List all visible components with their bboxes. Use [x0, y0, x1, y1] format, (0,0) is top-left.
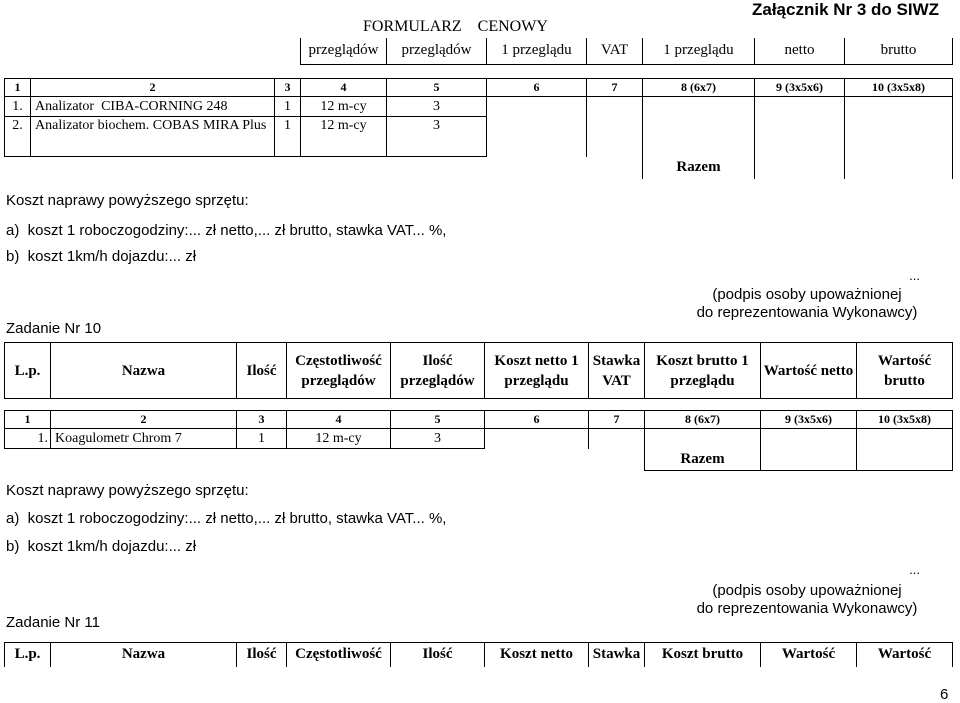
signature-label-2: do reprezentowania Wykonawcy)	[696, 304, 918, 321]
section-11-title: Zadanie Nr 11	[6, 614, 100, 631]
row-name: Analizator biochem. COBAS MIRA Plus	[31, 117, 275, 157]
num-cell: 8 (6x7)	[645, 411, 761, 429]
num-cell: 10 (3x5x8)	[845, 79, 953, 97]
empty-cell	[487, 117, 587, 157]
row-count: 3	[387, 117, 487, 157]
total-netto	[755, 157, 845, 179]
empty-cell	[845, 117, 953, 157]
header-cell: Ilość	[391, 643, 485, 667]
num-cell: 7	[587, 79, 643, 97]
repair-line-a: a) koszt 1 roboczogodziny:... zł netto,... zł brutto, stawka VAT... %,	[6, 222, 447, 239]
empty-cell	[845, 97, 953, 117]
header-cell: VAT	[587, 38, 643, 64]
header-cell: Stawka	[589, 643, 645, 667]
header-cell: Ilość	[237, 643, 287, 667]
num-cell: 6	[487, 79, 587, 97]
num-cell: 9 (3x5x6)	[755, 79, 845, 97]
num-cell: 9 (3x5x6)	[761, 411, 857, 429]
row-lp: 2.	[5, 117, 31, 157]
num-cell: 4	[287, 411, 391, 429]
repair-line-a-2: a) koszt 1 roboczogodziny:... zł netto,... zł brutto, stawka VAT... %,	[6, 510, 447, 527]
row-count: 3	[391, 429, 485, 449]
header-cell: Nazwa	[51, 643, 237, 667]
empty-cell	[645, 429, 761, 449]
table-row	[5, 429, 953, 449]
header-cell: brutto	[845, 38, 953, 64]
header-cell: Ilość	[237, 343, 287, 399]
signature-label-2-1: (podpis osoby upoważnionej	[712, 582, 902, 599]
num-cell: 2	[31, 79, 275, 97]
num-cell: 6	[485, 411, 589, 429]
total-brutto	[845, 157, 953, 179]
empty-cell	[857, 429, 953, 449]
repair-cost-heading-2: Koszt naprawy powyższego sprzętu:	[6, 482, 249, 499]
empty-cell	[755, 97, 845, 117]
num-cell: 3	[275, 79, 301, 97]
header-cell: Stawka VAT	[589, 343, 645, 399]
empty-cell	[761, 429, 857, 449]
repair-cost-heading: Koszt naprawy powyższego sprzętu:	[6, 192, 249, 209]
num-cell: 3	[237, 411, 287, 429]
header-cell: Ilość przeglądów	[391, 343, 485, 399]
empty-cell	[755, 117, 845, 157]
empty-cell	[587, 97, 643, 117]
header-cell: Częstotliwość	[287, 643, 391, 667]
total-brutto	[857, 449, 953, 471]
header-cell: Koszt netto 1 przeglądu	[485, 343, 589, 399]
num-cell: 1	[5, 79, 31, 97]
row-freq: 12 m-cy	[301, 97, 387, 117]
row-qty: 1	[237, 429, 287, 449]
header-cell: 1 przeglądu	[487, 38, 587, 64]
num-cell: 5	[391, 411, 485, 429]
header-cell: netto	[755, 38, 845, 64]
empty-cell	[589, 429, 645, 449]
header-cell: Wartość	[857, 643, 953, 667]
header-cell: Nazwa	[51, 343, 237, 399]
header-cell: Koszt netto	[485, 643, 589, 667]
section-10-title: Zadanie Nr 10	[6, 320, 102, 337]
total-row	[5, 157, 953, 179]
total-netto	[761, 449, 857, 471]
row-qty: 1	[275, 117, 301, 157]
table-row	[5, 97, 953, 117]
row-name: Koagulometr Chrom 7	[51, 429, 237, 449]
total-label: Razem	[645, 449, 761, 471]
num-cell: 4	[301, 79, 387, 97]
num-cell: 7	[589, 411, 645, 429]
header-cell: przeglądów	[301, 38, 387, 64]
repair-line-b-2: b) koszt 1km/h dojazdu:... zł	[6, 538, 197, 555]
table-9-header	[300, 38, 953, 65]
num-cell: 1	[5, 411, 51, 429]
empty-cell	[587, 117, 643, 157]
header-cell: Koszt brutto	[645, 643, 761, 667]
header-cell: Wartość brutto	[857, 343, 953, 399]
table-row	[5, 117, 953, 157]
row-lp: 1.	[5, 97, 31, 117]
repair-line-b: b) koszt 1km/h dojazdu:... zł	[6, 248, 197, 265]
row-name: Analizator CIBA-CORNING 248	[31, 97, 275, 117]
page-number: 6	[940, 686, 949, 703]
num-cell: 2	[51, 411, 237, 429]
total-label: Razem	[643, 157, 755, 179]
header-cell: przeglądów	[387, 38, 487, 64]
empty-cell	[643, 117, 755, 157]
row-lp: 1.	[5, 429, 51, 449]
empty-cell	[487, 97, 587, 117]
table-10	[4, 342, 953, 471]
header-cell: Wartość	[761, 643, 857, 667]
header-cell: 1 przeglądu	[643, 38, 755, 64]
header-cell: L.p.	[5, 343, 51, 399]
signature-label-1: (podpis osoby upoważnionej	[712, 286, 902, 303]
header-cell: L.p.	[5, 643, 51, 667]
row-freq: 12 m-cy	[301, 117, 387, 157]
empty-cell	[643, 97, 755, 117]
table-11	[4, 642, 953, 667]
row-qty: 1	[275, 97, 301, 117]
table-9	[4, 78, 953, 179]
signature-dots: ...	[909, 268, 920, 283]
attachment-title: Załącznik Nr 3 do SIWZ	[752, 0, 940, 19]
header-cell: Częstotliwość przeglądów	[287, 343, 391, 399]
row-count: 3	[387, 97, 487, 117]
form-title: FORMULARZ CENOWY	[363, 18, 548, 35]
header-cell: Wartość netto	[761, 343, 857, 399]
num-cell: 5	[387, 79, 487, 97]
signature-label-2-2: do reprezentowania Wykonawcy)	[696, 600, 918, 617]
empty-cell	[485, 429, 589, 449]
signature-dots-2: ...	[909, 562, 920, 577]
total-row	[5, 449, 953, 471]
row-freq: 12 m-cy	[287, 429, 391, 449]
header-cell: Koszt brutto 1 przeglądu	[645, 343, 761, 399]
num-cell: 10 (3x5x8)	[857, 411, 953, 429]
num-cell: 8 (6x7)	[643, 79, 755, 97]
